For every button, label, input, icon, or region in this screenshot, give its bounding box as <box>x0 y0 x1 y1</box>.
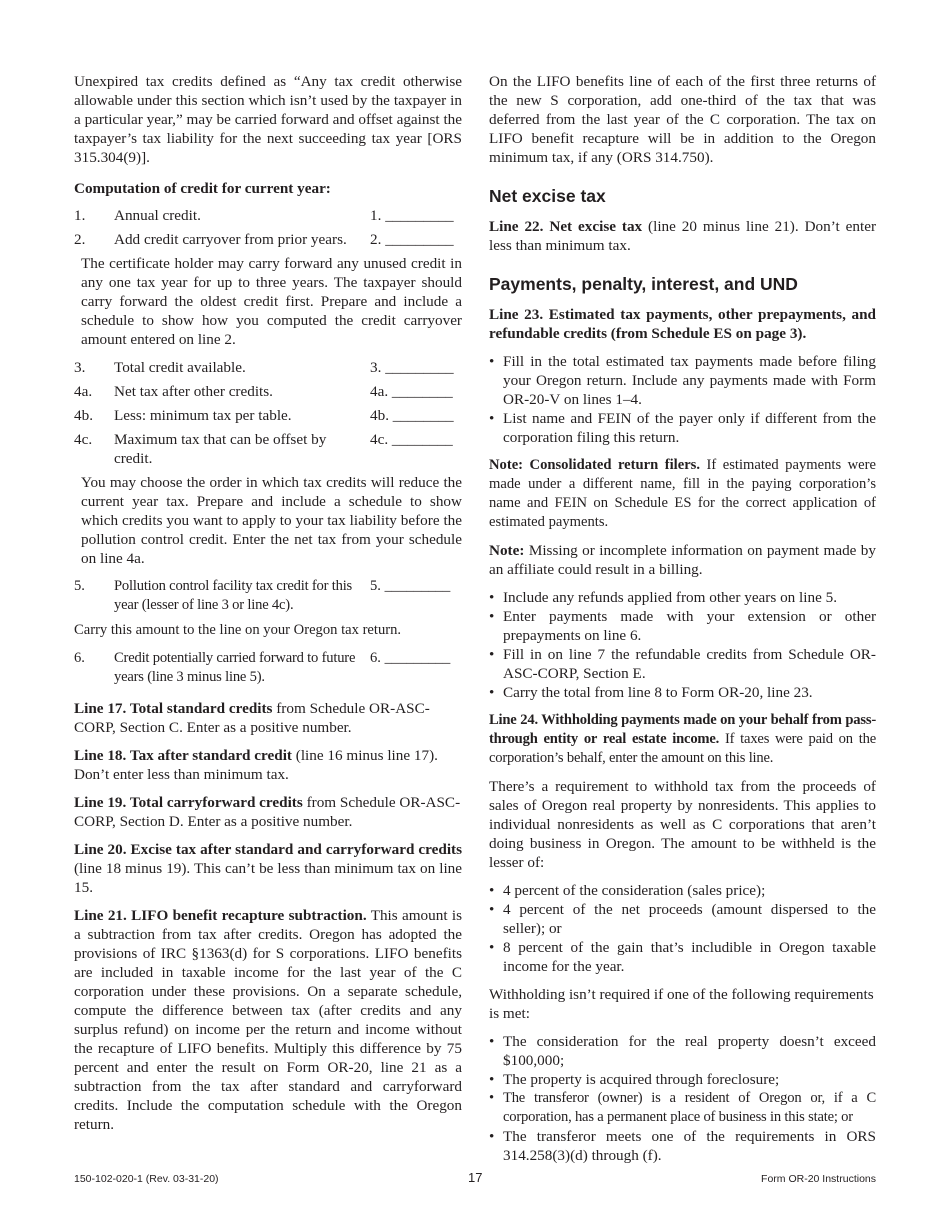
line-22-instruction: Line 22. Net excise tax (line 20 minus line 21). Don’t enter less than minimum tax. <box>489 218 877 254</box>
worksheet-blank: 5. _________ <box>370 578 451 594</box>
worksheet-blank: 2. _________ <box>370 231 454 248</box>
withholding-exceptions-intro: Withholding isn’t required if one of the following requirements is met: <box>489 986 874 1022</box>
list-item: • List name and FEIN of the payer only if different from the corporation filing this return. <box>489 409 876 447</box>
line-24-instruction: Line 24. Withholding payments made on your behalf from pass-through entity or real estate income. If taxes were paid on the corporation’s behalf, enter the amount on this line. <box>489 712 876 766</box>
worksheet-line: 1. Annual credit. 1. _________ <box>74 206 462 225</box>
worksheet-lines-3-4c <box>74 358 462 468</box>
worksheet-line: 4b. Less: minimum tax per table. 4b. ________ <box>74 406 462 425</box>
withholding-requirement-paragraph: There’s a requirement to withhold tax from the proceeds of sales of Oregon real property by nonresidents. This applies to individual nonresidents as well as C corporations that aren’t doing business in Oregon. The amount to be withheld is the lesser of: <box>489 778 876 871</box>
affiliate-note: Note: Missing or incomplete information on payment made by an affiliate could result in a billing. <box>489 542 876 578</box>
line-21-instruction: Line 21. LIFO benefit recapture subtraction. This amount is a subtraction from tax after credits. Oregon has adopted the provisions of IRC §1363(d) for S corporations. LIFO benefits are included in taxable income for the last year of the C corporation under these provisions. On a separate schedule, compute the difference between tax (after credits and any surplus refund) on income per the return and income without the recapture of LIFO benefits. Multiply this difference by 75 percent and enter the result on Form OR-20, line 21 as a subtraction from the tax after standard and carryforward credits. Include the computation schedule with the Oregon return. <box>74 907 462 1133</box>
page-number: 17 <box>468 1170 483 1185</box>
withholding-exceptions-list <box>489 1032 876 1165</box>
list-item: • Fill in the total estimated tax payments made before filing your Oregon return. Include any payments made with Form OR-20-V on lines 1–4. <box>489 352 876 409</box>
worksheet-blank: 4a. ________ <box>370 383 453 400</box>
estimated-payments-list <box>489 352 876 447</box>
worksheet-line: 5. Pollution control facility tax credit for this year (lesser of line 3 or line 4c). 5. _________ <box>74 577 462 615</box>
carry-amount-note: Carry this amount to the line on your Oregon tax return. <box>74 622 402 638</box>
worksheet-blank: 4c. ________ <box>370 431 453 448</box>
payments-lines-list <box>489 588 876 702</box>
list-item: • The transferor (owner) is a resident of Oregon or, if a C corporation, has a permanent place of business in this state; or <box>489 1089 876 1127</box>
worksheet-blank: 4b. ________ <box>370 407 454 424</box>
worksheet-line: 4a. Net tax after other credits. 4a. ________ <box>74 382 462 401</box>
list-item: • The transferor meets one of the requirements in ORS 314.258(3)(d) through (f). <box>489 1127 876 1165</box>
footer-title: Form OR-20 Instructions <box>761 1173 876 1185</box>
list-item: • Enter payments made with your extension or other prepayments on line 6. <box>489 607 876 645</box>
credit-order-note: You may choose the order in which tax credits will reduce the current year tax. Prepare and include a schedule to show which credits you want to apply to your tax liability before the pollution control credit. Enter the net tax from your schedule on line 4a. <box>81 474 462 567</box>
computation-title: Computation of credit for current year: <box>74 180 331 197</box>
lifo-benefits-paragraph: On the LIFO benefits line of each of the first three returns of the new S corporation, add one-third of the tax that was deferred from the last year of the C corporation. The tax on LIFO benefit recapture will be in addition to the Oregon minimum tax, if any (ORS 314.750). <box>489 73 876 166</box>
list-item: • Carry the total from line 8 to Form OR-20, line 23. <box>489 683 876 702</box>
consolidated-filers-note: Note: Consolidated return filers. If estimated payments were made under a different name, fill in the paying corporation’s name and FEIN on Schedule ES for the correct application of estimated payments. <box>489 457 876 530</box>
left-column <box>74 72 462 1134</box>
worksheet-line: 2. Add credit carryover from prior years. 2. _________ <box>74 230 462 249</box>
line-18-instruction: Line 18. Tax after standard credit (line 16 minus line 17). Don’t enter less than minimum tax. <box>74 747 438 783</box>
line-19-instruction: Line 19. Total carryforward credits from Schedule OR-ASC-CORP, Section D. Enter as a positive number. <box>74 794 461 830</box>
form-number: 150-102-020-1 (Rev. 03-31-20) <box>74 1173 219 1185</box>
list-item: • 4 percent of the consideration (sales price); <box>489 881 876 900</box>
line-17-instruction: Line 17. Total standard credits from Schedule OR-ASC-CORP, Section C. Enter as a positive number. <box>74 700 430 736</box>
net-excise-tax-heading: Net excise tax <box>489 186 606 206</box>
line-20-instruction: Line 20. Excise tax after standard and carryforward credits (line 18 minus 19). This can’t be less than minimum tax on line 15. <box>74 841 462 896</box>
worksheet-line: 4c. Maximum tax that can be offset by credit. 4c. ________ <box>74 430 462 468</box>
right-column <box>489 72 876 1165</box>
list-item: • The property is acquired through foreclosure; <box>489 1070 876 1089</box>
worksheet-blank: 1. _________ <box>370 207 454 224</box>
list-item: • 4 percent of the net proceeds (amount dispersed to the seller); or <box>489 900 876 938</box>
worksheet-blank: 3. _________ <box>370 359 454 376</box>
worksheet-line: 3. Total credit available. 3. _________ <box>74 358 462 377</box>
worksheet-line: 6. Credit potentially carried forward to future years (line 3 minus line 5). 6. _________ <box>74 649 462 687</box>
withholding-amount-list <box>489 881 876 976</box>
line-23-instruction: Line 23. Estimated tax payments, other prepayments, and refundable credits (from Schedule ES on page 3). <box>489 306 876 342</box>
worksheet-lines-1-2 <box>74 206 462 249</box>
list-item: • 8 percent of the gain that’s includible in Oregon taxable income for the year. <box>489 938 876 976</box>
worksheet-blank: 6. _________ <box>370 650 451 666</box>
list-item: • Include any refunds applied from other years on line 5. <box>489 588 876 607</box>
list-item: • The consideration for the real property doesn’t exceed $100,000; <box>489 1032 876 1070</box>
list-item: • Fill in on line 7 the refundable credits from Schedule OR-ASC-CORP, Section E. <box>489 645 876 683</box>
credit-carryforward-paragraph: Unexpired tax credits defined as “Any tax credit otherwise allowable under this section which isn’t used by the taxpayer in a particular year,” may be carried forward and offset against the taxpayer’s tax liability for the next succeeding tax year [ORS 315.304(9)]. <box>74 73 462 166</box>
carryforward-note: The certificate holder may carry forward any unused credit in any one tax year for up to three years. The taxpayer should carry forward the oldest credit first. Prepare and include a schedule to show how you computed the credit carryover amount entered on line 2. <box>81 255 462 348</box>
payments-heading: Payments, penalty, interest, and UND <box>489 274 798 294</box>
